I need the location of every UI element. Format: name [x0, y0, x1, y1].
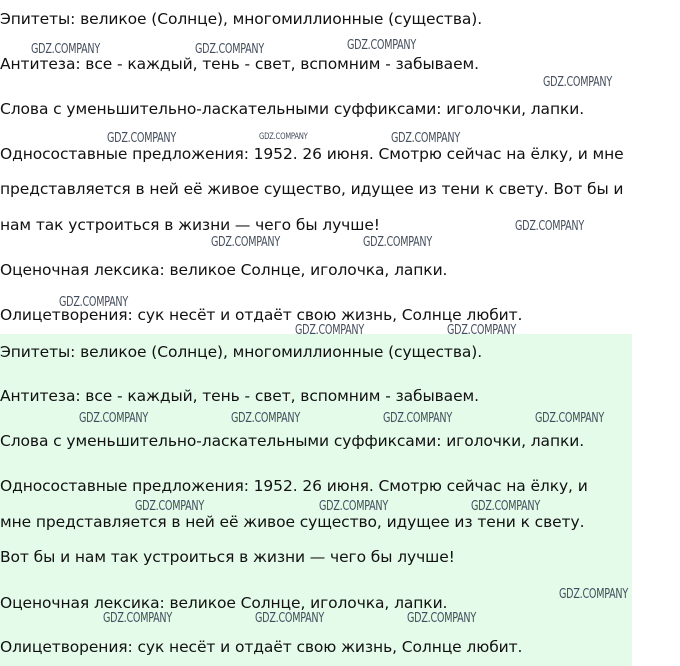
top-antithesis-line: Антитеза: все - каждый, тень - свет, вспомним - забываем. [0, 55, 479, 73]
bottom-one-part-line-3: Вот бы и нам так устроиться в жизни — чего бы лучше! [0, 548, 455, 566]
bottom-personification-line: Олицетворения: сук несёт и отдаёт свою жизнь, Солнце любит. [0, 638, 523, 656]
watermark: GDZ.COMPANY [259, 132, 308, 142]
top-one-part-line-2: представляется в ней её живое существо, идущее из тени к свету. Вот бы и [0, 180, 624, 198]
watermark: GDZ.COMPANY [319, 499, 388, 514]
watermark: GDZ.COMPANY [543, 75, 612, 90]
bottom-one-part-line-2: мне представляется в ней её живое существо, идущее из тени к свету. [0, 513, 585, 531]
bottom-diminutives-line: Слова с уменьшительно-ласкательными суффиксами: иголочки, лапки. [0, 432, 585, 450]
watermark: GDZ.COMPANY [447, 323, 516, 338]
bottom-antithesis-line: Антитеза: все - каждый, тень - свет, вспомним - забываем. [0, 387, 479, 405]
watermark: GDZ.COMPANY [391, 131, 460, 146]
watermark: GDZ.COMPANY [255, 611, 324, 626]
top-one-part-line-1: Односоставные предложения: 1952. 26 июня. Смотрю сейчас на ёлку, и мне [0, 145, 624, 163]
watermark: GDZ.COMPANY [59, 295, 128, 310]
watermark: GDZ.COMPANY [535, 411, 604, 426]
bottom-evaluative-line: Оценочная лексика: великое Солнце, иголочка, лапки. [0, 594, 448, 612]
watermark: GDZ.COMPANY [79, 411, 148, 426]
top-one-part-line-3: нам так устроиться в жизни — чего бы лучше! [0, 216, 380, 234]
watermark: GDZ.COMPANY [471, 499, 540, 514]
watermark: GDZ.COMPANY [103, 611, 172, 626]
watermark: GDZ.COMPANY [407, 611, 476, 626]
watermark: GDZ.COMPANY [363, 235, 432, 250]
watermark: GDZ.COMPANY [515, 219, 584, 234]
top-personification-line: Олицетворения: сук несёт и отдаёт свою жизнь, Солнце любит. [0, 306, 523, 324]
top-epithets-line: Эпитеты: великое (Солнце), многомиллионные (существа). [0, 10, 483, 28]
watermark: GDZ.COMPANY [347, 38, 416, 53]
watermark: GDZ.COMPANY [295, 323, 364, 338]
watermark: GDZ.COMPANY [383, 411, 452, 426]
top-diminutives-line: Слова с уменьшительно-ласкательными суффиксами: иголочки, лапки. [0, 100, 585, 118]
watermark: GDZ.COMPANY [107, 131, 176, 146]
watermark: GDZ.COMPANY [31, 42, 100, 57]
bottom-one-part-line-1: Односоставные предложения: 1952. 26 июня. Смотрю сейчас на ёлку, и [0, 477, 588, 495]
watermark: GDZ.COMPANY [211, 235, 280, 250]
watermark: GDZ.COMPANY [231, 411, 300, 426]
watermark: GDZ.COMPANY [195, 42, 264, 57]
top-evaluative-line: Оценочная лексика: великое Солнце, иголочка, лапки. [0, 261, 448, 279]
watermark: GDZ.COMPANY [135, 499, 204, 514]
bottom-epithets-line: Эпитеты: великое (Солнце), многомиллионные (существа). [0, 343, 483, 361]
watermark: GDZ.COMPANY [559, 587, 628, 602]
